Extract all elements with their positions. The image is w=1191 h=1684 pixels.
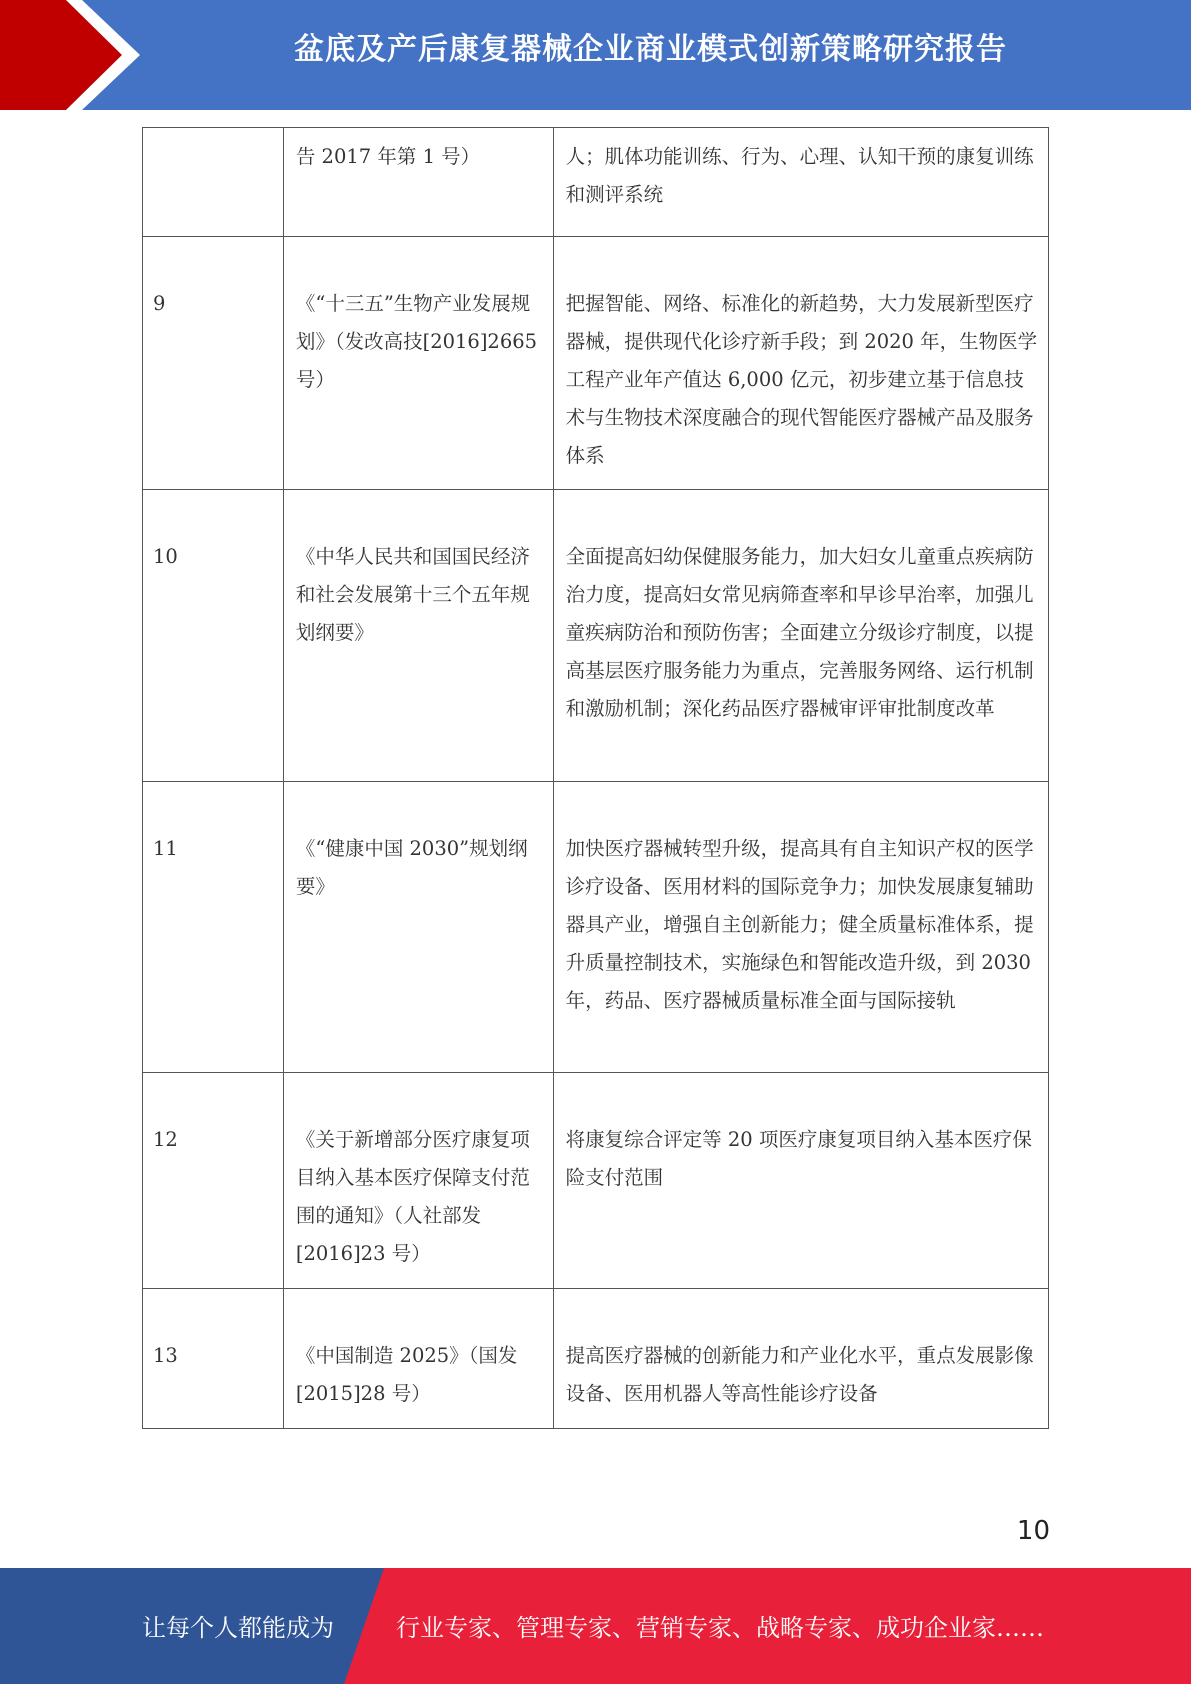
table-cell-number: 13 [143, 1289, 284, 1429]
table-cell-number: 11 [143, 782, 284, 1073]
table-cell-description: 把握智能、网络、标准化的新趋势，大力发展新型医疗器械，提供现代化诊疗新手段；到 2020 年，生物医学工程产业年产值达 6,000 亿元，初步建立基于信息技术与生物技术深度融合的现代智能医疗器械产品及服务体系 [553, 237, 1048, 490]
table-row [143, 782, 1049, 1073]
page-header [0, 0, 1191, 110]
table-cell-description: 提高医疗器械的创新能力和产业化水平，重点发展影像设备、医用机器人等高性能诊疗设备 [553, 1289, 1048, 1429]
table-row [143, 128, 1049, 237]
table-cell-number: 9 [143, 237, 284, 490]
footer-slogan-right: 行业专家、管理专家、营销专家、战略专家、成功企业家…… [396, 1614, 1044, 1642]
table-cell-description: 加快医疗器械转型升级，提高具有自主知识产权的医学诊疗设备、医用材料的国际竞争力；加快发展康复辅助器具产业，增强自主创新能力；健全质量标准体系，提升质量控制技术，实施绿色和智能改造升级，到 2030 年，药品、医疗器械质量标准全面与国际接轨 [553, 782, 1048, 1073]
table-cell-document: 告 2017 年第 1 号） [283, 128, 553, 237]
table-row [143, 1289, 1049, 1429]
table-cell-document: 《“十三五”生物产业发展规划》（发改高技[2016]2665 号） [283, 237, 553, 490]
table-cell-document: 《关于新增部分医疗康复项目纳入基本医疗保障支付范围的通知》（人社部发[2016]23 号） [283, 1073, 553, 1289]
table-cell-document: 《中国制造 2025》（国发[2015]28 号） [283, 1289, 553, 1429]
table-row [143, 237, 1049, 490]
table-cell-description: 人；肌体功能训练、行为、心理、认知干预的康复训练和测评系统 [553, 128, 1048, 237]
table-cell-description: 将康复综合评定等 20 项医疗康复项目纳入基本医疗保险支付范围 [553, 1073, 1048, 1289]
table-cell-number [143, 128, 284, 237]
table-row [143, 1073, 1049, 1289]
table-cell-number: 10 [143, 490, 284, 782]
page-footer [0, 1568, 1191, 1684]
table-cell-document: 《“健康中国 2030”规划纲要》 [283, 782, 553, 1073]
table-row [143, 490, 1049, 782]
page-number: 10 [1016, 1516, 1050, 1546]
page-header-title: 盆底及产后康复器械企业商业模式创新策略研究报告 [294, 32, 1007, 67]
table-cell-description: 全面提高妇幼保健服务能力，加大妇女儿童重点疾病防治力度，提高妇女常见病筛查率和早诊早治率，加强儿童疾病防治和预防伤害；全面建立分级诊疗制度，以提高基层医疗服务能力为重点，完善服务网络、运行机制和激励机制；深化药品医疗器械审评审批制度改革 [553, 490, 1048, 782]
header-chevron-decoration [0, 0, 160, 110]
policy-table [142, 127, 1049, 1429]
footer-slogan-left: 让每个人都能成为 [142, 1614, 334, 1642]
table-cell-document: 《中华人民共和国国民经济和社会发展第十三个五年规划纲要》 [283, 490, 553, 782]
table-cell-number: 12 [143, 1073, 284, 1289]
